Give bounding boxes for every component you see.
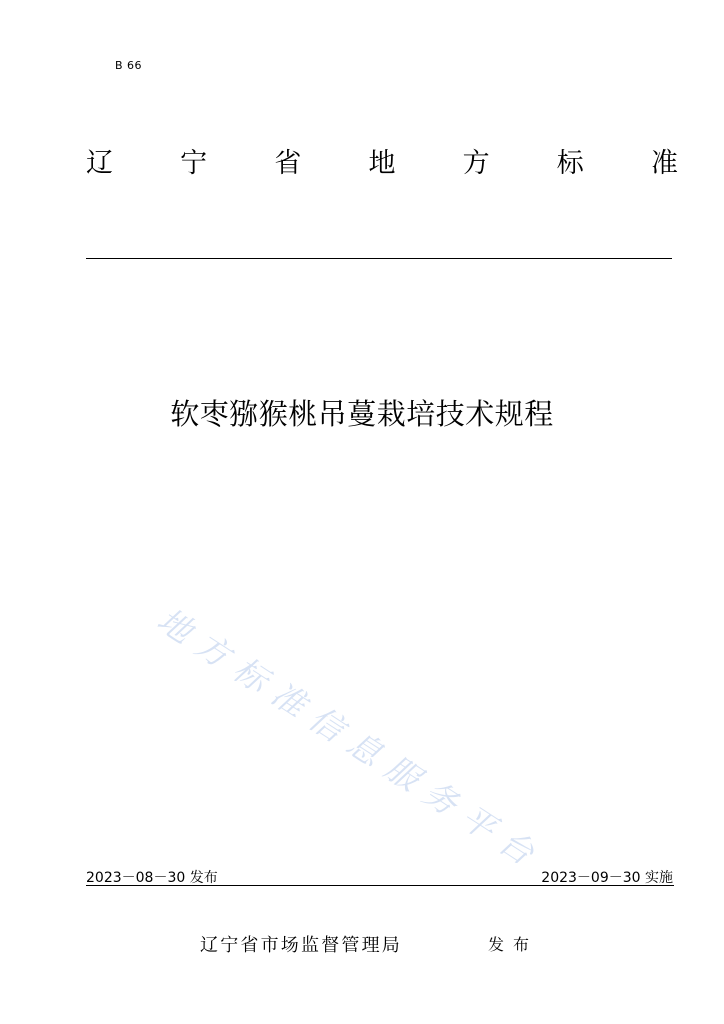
- watermark-char: 务: [415, 772, 465, 824]
- heading-char: 地: [368, 147, 396, 179]
- issue-date: 2023－08－30 发布: [86, 870, 218, 886]
- heading-char: 辽: [86, 147, 113, 179]
- top-divider: [86, 258, 672, 259]
- watermark-char: 平: [453, 797, 503, 848]
- document-title: 软枣猕猴桃吊蔓栽培技术规程: [170, 397, 554, 431]
- watermark-char: 息: [340, 723, 390, 774]
- watermark-char: 地: [150, 600, 200, 651]
- heading-char: 标: [556, 147, 584, 179]
- watermark-char: 标: [226, 649, 276, 700]
- heading-char: 方: [462, 147, 490, 179]
- standard-type-heading: [86, 140, 678, 180]
- publish-label: 发布: [488, 935, 539, 954]
- heading-char: 宁: [180, 147, 208, 179]
- publisher-name: 辽宁省市场监督管理局: [200, 935, 402, 956]
- watermark: [149, 595, 544, 874]
- watermark-char: 台: [491, 821, 541, 873]
- watermark-char: 方: [188, 624, 238, 676]
- watermark-char: 服: [378, 747, 427, 799]
- watermark-char: 信: [302, 698, 352, 750]
- bottom-divider: [86, 885, 674, 886]
- classification-code: B 66: [115, 59, 143, 72]
- heading-char: 准: [650, 147, 678, 179]
- watermark-char: 准: [264, 673, 314, 725]
- implementation-date: 2023－09－30 实施: [541, 870, 673, 886]
- heading-char: 省: [274, 147, 302, 179]
